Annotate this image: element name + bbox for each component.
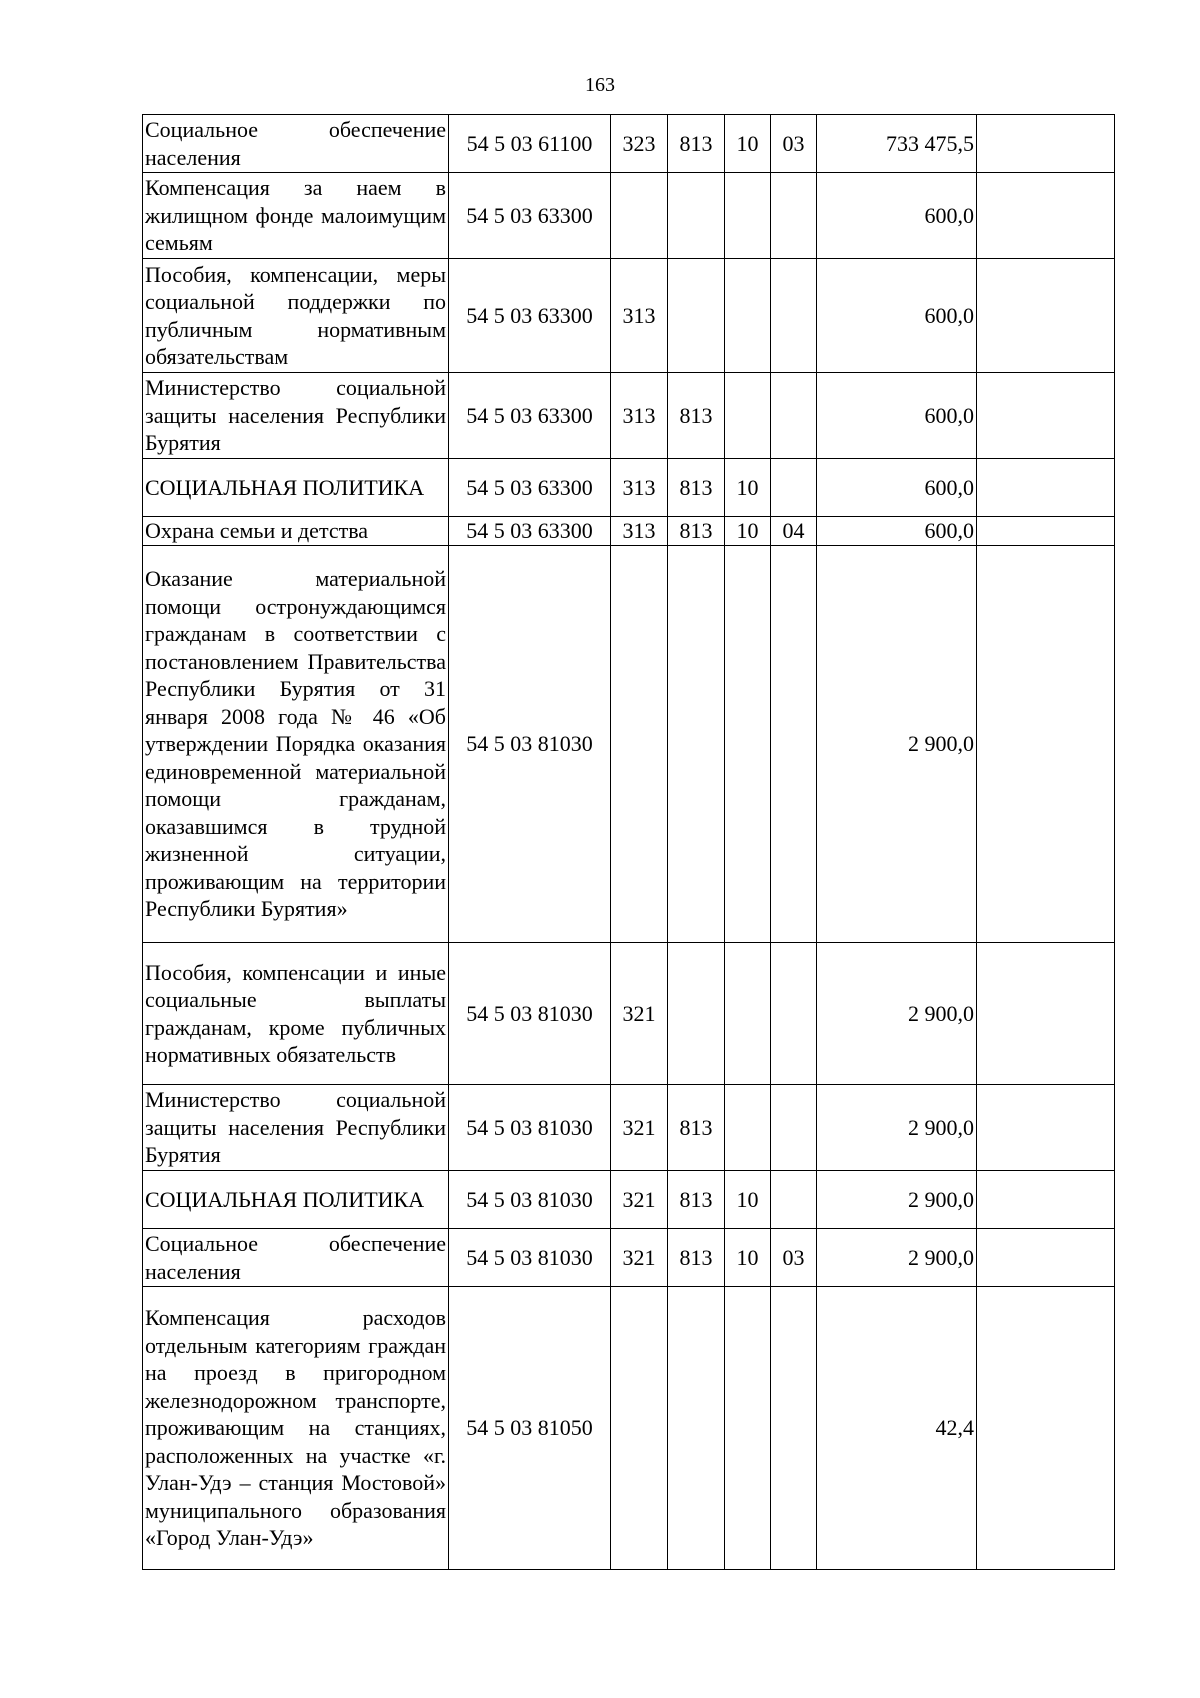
amount-cell: 600,0	[817, 373, 977, 459]
expense-type-cell: 321	[611, 1171, 668, 1229]
expense-type-cell	[611, 546, 668, 943]
table-row	[143, 1229, 1115, 1287]
table-row	[143, 373, 1115, 459]
extra-cell	[977, 1287, 1115, 1570]
table-body	[143, 115, 1115, 1570]
expense-type-cell: 313	[611, 517, 668, 546]
subsection-cell	[771, 373, 817, 459]
subsection-cell: 03	[771, 1229, 817, 1287]
amount-cell: 2 900,0	[817, 1171, 977, 1229]
row-name-cell: Социальное обеспечение населения	[143, 1229, 449, 1287]
section-cell: 10	[725, 459, 771, 517]
budget-table	[142, 114, 1115, 1570]
section-cell	[725, 373, 771, 459]
section-cell	[725, 1287, 771, 1570]
section-cell: 10	[725, 1229, 771, 1287]
extra-cell	[977, 546, 1115, 943]
extra-cell	[977, 517, 1115, 546]
admin-code-cell: 813	[668, 1085, 725, 1171]
amount-cell: 600,0	[817, 459, 977, 517]
admin-code-cell	[668, 943, 725, 1085]
subsection-cell	[771, 943, 817, 1085]
extra-cell	[977, 373, 1115, 459]
extra-cell	[977, 943, 1115, 1085]
amount-cell: 2 900,0	[817, 546, 977, 943]
expense-type-cell: 313	[611, 259, 668, 373]
expense-type-cell: 321	[611, 1085, 668, 1171]
target-code-cell: 54 5 03 81030	[449, 1229, 611, 1287]
row-name-cell: Министерство социальной защиты населения Республики Бурятия	[143, 1085, 449, 1171]
section-cell: 10	[725, 1171, 771, 1229]
table-row	[143, 943, 1115, 1085]
expense-type-cell: 321	[611, 943, 668, 1085]
amount-cell: 600,0	[817, 259, 977, 373]
expense-type-cell: 313	[611, 459, 668, 517]
row-name-cell: Оказание материальной помощи остронуждающимся гражданам в соответствии с постановлением Правительства Республики Бурятия от 31 января 2008 года № 46 «Об утверждении Порядка оказания единовременной материальной помощи гражданам, оказавшимся в трудной жизненной ситуации, проживающим на территории Республики Бурятия»	[143, 546, 449, 943]
target-code-cell: 54 5 03 63300	[449, 373, 611, 459]
section-cell	[725, 943, 771, 1085]
target-code-cell: 54 5 03 61100	[449, 115, 611, 173]
table-row	[143, 1171, 1115, 1229]
subsection-cell	[771, 546, 817, 943]
admin-code-cell: 813	[668, 517, 725, 546]
expense-type-cell: 313	[611, 373, 668, 459]
subsection-cell: 04	[771, 517, 817, 546]
admin-code-cell: 813	[668, 459, 725, 517]
admin-code-cell: 813	[668, 1229, 725, 1287]
expense-type-cell: 321	[611, 1229, 668, 1287]
admin-code-cell	[668, 259, 725, 373]
amount-cell: 2 900,0	[817, 1085, 977, 1171]
target-code-cell: 54 5 03 63300	[449, 459, 611, 517]
amount-cell: 2 900,0	[817, 1229, 977, 1287]
section-cell	[725, 173, 771, 259]
section-cell	[725, 1085, 771, 1171]
table-row	[143, 259, 1115, 373]
amount-cell: 733 475,5	[817, 115, 977, 173]
section-cell: 10	[725, 517, 771, 546]
table-row	[143, 1287, 1115, 1570]
subsection-cell	[771, 459, 817, 517]
extra-cell	[977, 115, 1115, 173]
row-name-cell: Охрана семьи и детства	[143, 517, 449, 546]
row-name-cell: Пособия, компенсации и иные социальные выплаты гражданам, кроме публичных нормативных обязательств	[143, 943, 449, 1085]
target-code-cell: 54 5 03 81030	[449, 546, 611, 943]
row-name-cell: Компенсация за наем в жилищном фонде малоимущим семьям	[143, 173, 449, 259]
table-row	[143, 1085, 1115, 1171]
target-code-cell: 54 5 03 63300	[449, 173, 611, 259]
extra-cell	[977, 1085, 1115, 1171]
subsection-cell	[771, 259, 817, 373]
amount-cell: 42,4	[817, 1287, 977, 1570]
row-name-cell: Пособия, компенсации, меры социальной поддержки по публичным нормативным обязательствам	[143, 259, 449, 373]
target-code-cell: 54 5 03 63300	[449, 259, 611, 373]
extra-cell	[977, 1229, 1115, 1287]
amount-cell: 600,0	[817, 173, 977, 259]
subsection-cell	[771, 1287, 817, 1570]
row-name-cell: СОЦИАЛЬНАЯ ПОЛИТИКА	[143, 459, 449, 517]
amount-cell: 2 900,0	[817, 943, 977, 1085]
table-row	[143, 517, 1115, 546]
admin-code-cell	[668, 1287, 725, 1570]
extra-cell	[977, 173, 1115, 259]
expense-type-cell	[611, 173, 668, 259]
table-row	[143, 173, 1115, 259]
subsection-cell	[771, 1085, 817, 1171]
subsection-cell	[771, 1171, 817, 1229]
admin-code-cell	[668, 173, 725, 259]
row-name-cell: Компенсация расходов отдельным категориям граждан на проезд в пригородном железнодорожном транспорте, проживающим на станциях, расположенных на участке «г. Улан-Удэ – станция Мостовой» муниципального образования «Город Улан-Удэ»	[143, 1287, 449, 1570]
row-name-cell: Социальное обеспечение населения	[143, 115, 449, 173]
amount-cell: 600,0	[817, 517, 977, 546]
table-row	[143, 546, 1115, 943]
target-code-cell: 54 5 03 81030	[449, 1171, 611, 1229]
section-cell	[725, 546, 771, 943]
target-code-cell: 54 5 03 81030	[449, 1085, 611, 1171]
table-row	[143, 459, 1115, 517]
row-name-cell: СОЦИАЛЬНАЯ ПОЛИТИКА	[143, 1171, 449, 1229]
target-code-cell: 54 5 03 63300	[449, 517, 611, 546]
section-cell	[725, 259, 771, 373]
extra-cell	[977, 259, 1115, 373]
extra-cell	[977, 459, 1115, 517]
admin-code-cell: 813	[668, 373, 725, 459]
admin-code-cell: 813	[668, 115, 725, 173]
target-code-cell: 54 5 03 81050	[449, 1287, 611, 1570]
subsection-cell: 03	[771, 115, 817, 173]
section-cell: 10	[725, 115, 771, 173]
expense-type-cell: 323	[611, 115, 668, 173]
expense-type-cell	[611, 1287, 668, 1570]
target-code-cell: 54 5 03 81030	[449, 943, 611, 1085]
table-row	[143, 115, 1115, 173]
page-number: 163	[585, 74, 615, 96]
subsection-cell	[771, 173, 817, 259]
admin-code-cell: 813	[668, 1171, 725, 1229]
row-name-cell: Министерство социальной защиты населения Республики Бурятия	[143, 373, 449, 459]
admin-code-cell	[668, 546, 725, 943]
extra-cell	[977, 1171, 1115, 1229]
